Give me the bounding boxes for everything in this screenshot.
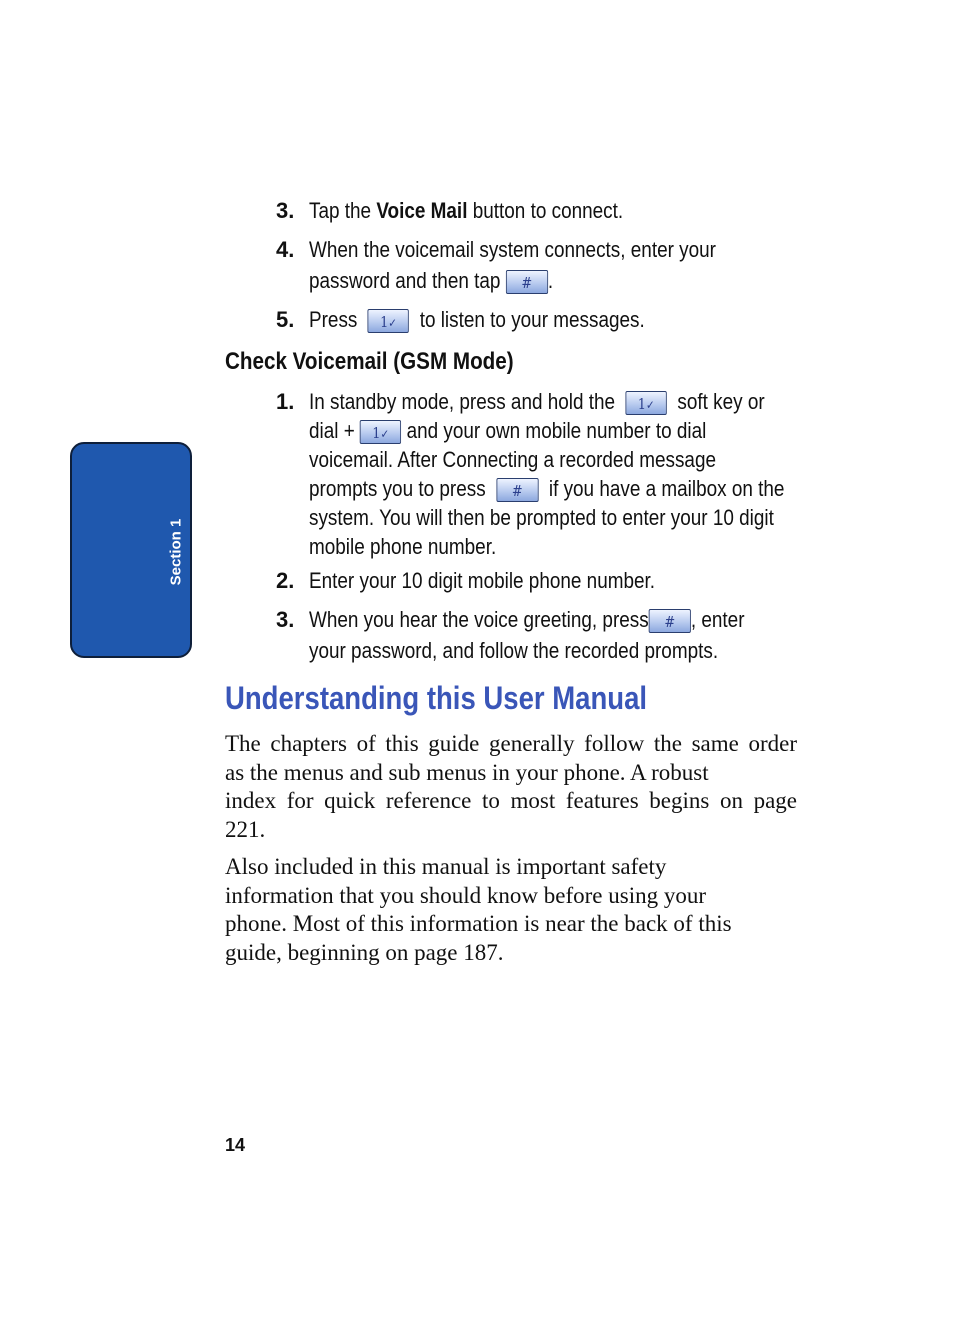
step-number: 3. <box>276 607 295 632</box>
step-text: dial + <box>309 418 355 443</box>
manual-section-heading: Understanding this User Manual <box>225 680 648 716</box>
step-number: 2. <box>276 568 295 593</box>
step-number: 4. <box>276 237 295 262</box>
step-number: 3. <box>276 198 295 223</box>
step-text: When you hear the voice greeting, press <box>309 607 649 632</box>
step-text: password and then tap <box>309 268 501 293</box>
step-text: button to connect. <box>467 198 624 223</box>
paragraph-line: information that you should know before using your <box>225 882 707 908</box>
step-text: system. You will then be prompted to enter your 10 digit <box>309 505 774 530</box>
step-number: 1. <box>276 389 295 414</box>
paragraph-line: 221. <box>225 816 266 842</box>
hash-key-icon: # <box>649 609 691 633</box>
voicemail-1-key-icon: 1✓ <box>360 420 401 444</box>
step-text: Press <box>309 307 358 332</box>
step-text: voicemail. After Connecting a recorded message <box>309 447 716 472</box>
step-text: When the voicemail system connects, enter your <box>309 237 716 262</box>
paragraph-line: Also included in this manual is important safety <box>225 854 667 879</box>
paragraph-line: guide, beginning on page 187. <box>225 939 504 965</box>
page-number: 14 <box>225 1135 246 1155</box>
gsm-section-heading: Check Voicemail (GSM Mode) <box>225 348 514 375</box>
step-text: In standby mode, press and hold the <box>309 389 616 414</box>
step-text: soft key or <box>677 389 765 414</box>
step-text: Enter your 10 digit mobile phone number. <box>309 568 656 593</box>
voice-mail-term: Voice Mail <box>376 198 468 223</box>
voicemail-1-key-icon: 1✓ <box>368 309 409 333</box>
manual-paragraph-1 <box>225 730 797 844</box>
step-text: if you have a mailbox on the <box>548 476 785 501</box>
step-text: and your own mobile number to dial <box>406 418 707 443</box>
hash-key-icon: # <box>496 478 538 502</box>
manual-paragraph-2 <box>225 853 797 967</box>
step-text: Tap the <box>309 198 377 223</box>
paragraph-line: phone. Most of this information is near the back of this <box>225 911 732 936</box>
voicemail-1-key-icon: 1✓ <box>626 391 667 415</box>
step-text: your password, and follow the recorded prompts. <box>309 638 719 663</box>
paragraph-line: index for quick reference to most features begins on page <box>225 788 797 813</box>
step-number: 5. <box>276 307 295 332</box>
paragraph-line: as the menus and sub menus in your phone. A robust <box>225 759 709 785</box>
hash-key-icon: # <box>506 270 548 294</box>
step-text: prompts you to press <box>309 476 486 501</box>
step-text: , enter <box>690 607 745 632</box>
step-text: . <box>547 268 554 293</box>
section-tab-label: Section 1 <box>167 518 185 586</box>
step-text: mobile phone number. <box>309 534 497 559</box>
step-text: to listen to your messages. <box>419 307 645 332</box>
paragraph-line: The chapters of this guide generally follow the same order <box>225 731 797 756</box>
